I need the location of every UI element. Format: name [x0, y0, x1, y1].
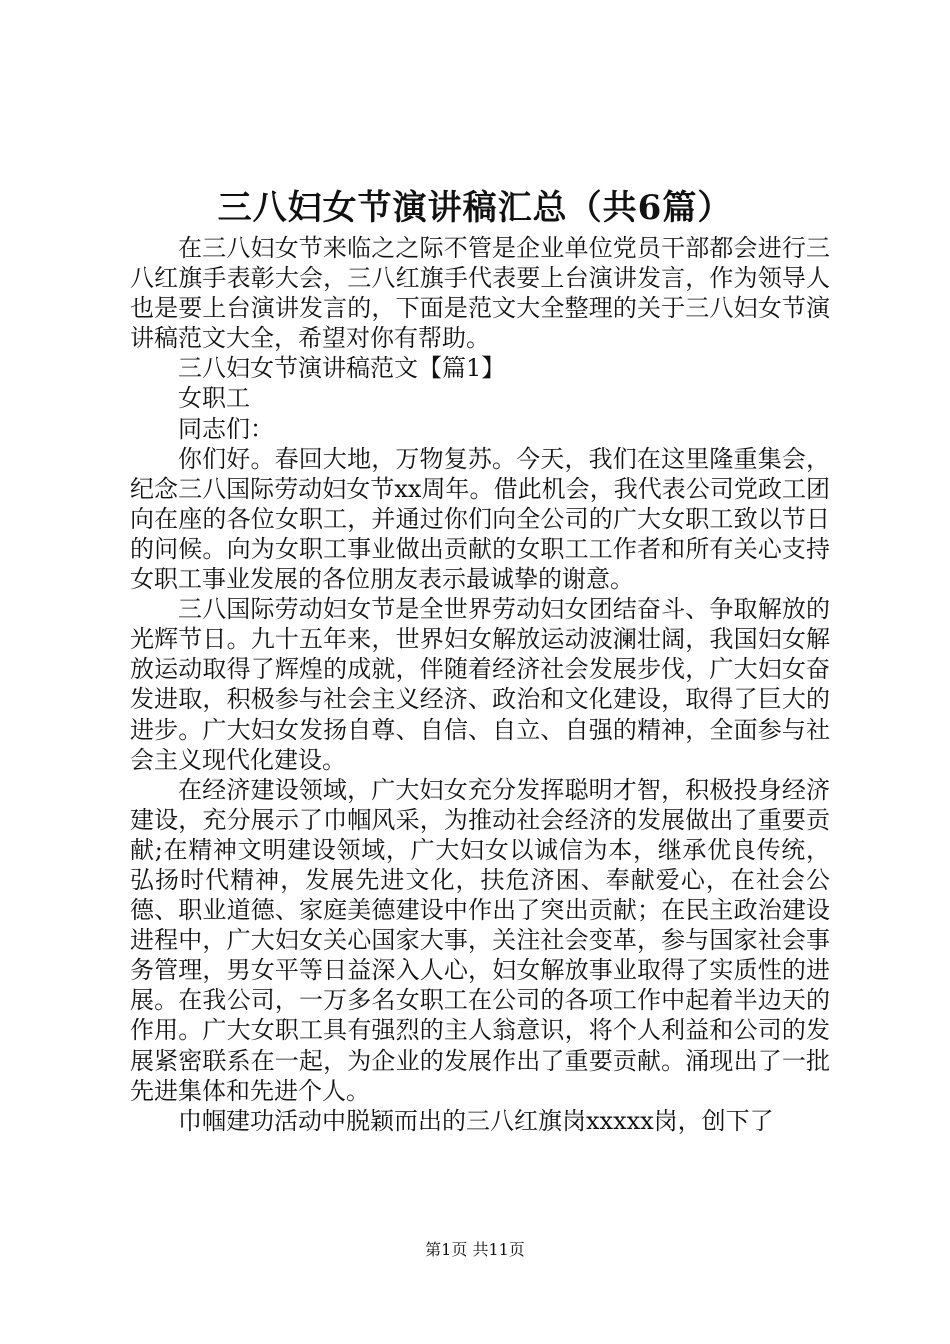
document-body — [130, 233, 830, 1136]
salutation-line: 同志们： — [178, 414, 274, 443]
paragraph-intro: 在三八妇女节来临之之际不管是企业单位党员干部都会进行三八红旗手表彰大会，三八红旗手代表要上台演讲发言，作为领导人也是要上台演讲发言的，下面是范文大全整理的关于三八妇女节演讲稿范文大全，希望对你有帮助。 — [130, 234, 830, 353]
section-heading: 三八妇女节演讲稿范文【篇1】 — [178, 354, 506, 383]
paragraph-continued: 巾帼建功活动中脱颖而出的三八红旗岗xxxxx岗，创下了 — [178, 1106, 774, 1135]
paragraph-history: 三八国际劳动妇女节是全世界劳动妇女团结奋斗、争取解放的光辉节日。九十五年来，世界妇女解放运动波澜壮阔，我国妇女解放运动取得了辉煌的成就，伴随着经济社会发展步伐，广大妇女奋发进取，积极参与社会主义经济、政治和文化建设，取得了巨大的进步。广大妇女发扬自尊、自信、自立、自强的精神，全面参与社会主义现代化建设。 — [130, 595, 830, 774]
paragraph-greeting: 你们好。春回大地，万物复苏。今天，我们在这里隆重集会，纪念三八国际劳动妇女节xx周年。借此机会，我代表公司党政工团向在座的各位女职工，并通过你们向全公司的广大女职工致以节日的问候。向为女职工事业做出贡献的女职工工作者和所有关心支持女职工事业发展的各位朋友表示最诚挚的谢意。 — [130, 444, 830, 594]
page-footer: 第1页 共11页 — [425, 1240, 525, 1259]
paragraph-contributions: 在经济建设领域，广大妇女充分发挥聪明才智，积极投身经济建设，充分展示了巾帼风采，为推动社会经济的发展做出了重要贡献;在精神文明建设领域，广大妇女以诚信为本，继承优良传统，弘扬时代精神，发展先进文化，扶危济困、奉献爱心，在社会公德、职业道德、家庭美德建设中作出了突出贡献；在民主政治建设进程中，广大妇女关心国家大事，关注社会变革，参与国家社会事务管理，男女平等日益深入人心，妇女解放事业取得了实质性的进展。在我公司，一万多名女职工在公司的各项工作中起着半边天的作用。广大女职工具有强烈的主人翁意识，将个人利益和公司的发展紧密联系在一起，为企业的发展作出了重要贡献。涌现出了一批先进集体和先进个人。 — [130, 775, 830, 1105]
addressee-line: 女职工 — [178, 384, 250, 413]
document-title: 三八妇女节演讲稿汇总（共6篇） — [217, 188, 733, 228]
